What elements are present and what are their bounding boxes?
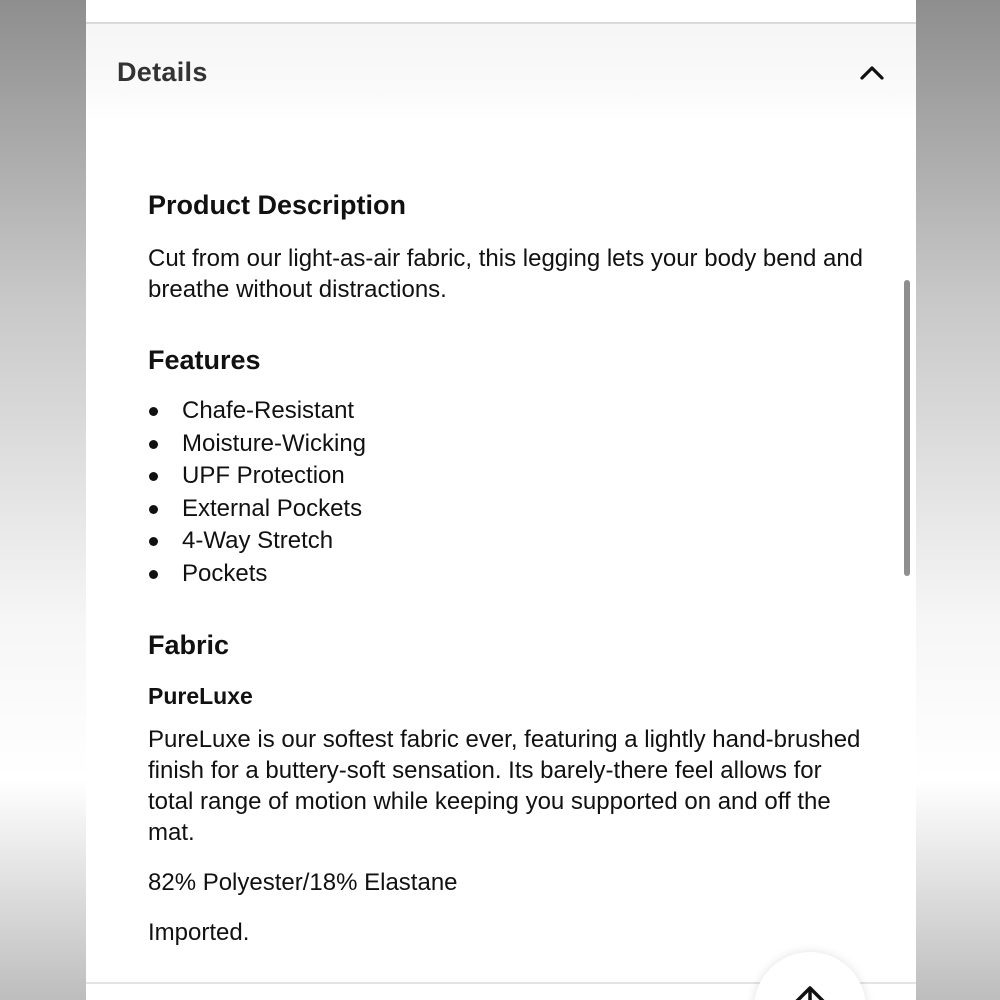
bullet-icon <box>149 570 158 579</box>
scroll-to-top-button[interactable] <box>754 952 866 1000</box>
bullet-icon <box>149 537 158 546</box>
feature-label: Chafe-Resistant <box>182 397 355 424</box>
bullet-icon <box>149 440 158 449</box>
accordion-title: Details <box>117 57 208 87</box>
fabric-description: PureLuxe is our softest fabric ever, featuring a lightly hand-brushed finish for a buttery-soft sensation. Its barely-there feel allows for total range of motion while keeping you supported on and off the mat. <box>148 726 861 846</box>
feature-label: External Pockets <box>182 494 363 522</box>
feature-label: UPF Protection <box>182 462 345 489</box>
feature-item <box>148 460 868 493</box>
feature-item <box>148 558 868 591</box>
product-description-heading: Product Description <box>148 190 407 220</box>
features-heading: Features <box>148 345 261 375</box>
feature-item <box>148 395 868 428</box>
background-left <box>0 0 86 1000</box>
feature-label: Pockets <box>182 559 268 587</box>
feature-item <box>148 493 868 526</box>
product-details-panel <box>86 0 916 1000</box>
fabric-heading: Fabric <box>148 630 230 660</box>
feature-label: 4-Way Stretch <box>182 527 334 554</box>
features-list <box>148 395 868 590</box>
fabric-composition: 82% Polyester/18% Elastane <box>148 869 458 896</box>
fabric-name: PureLuxe <box>148 683 253 709</box>
arrow-up-icon <box>790 982 830 1000</box>
details-content <box>148 190 868 948</box>
feature-label: Moisture-Wicking <box>182 429 367 457</box>
feature-item <box>148 428 868 461</box>
bullet-icon <box>149 472 158 481</box>
feature-item <box>148 525 868 558</box>
bullet-icon <box>149 505 158 514</box>
background-right <box>916 0 1000 1000</box>
chevron-up-icon[interactable] <box>858 60 886 84</box>
scrollbar-thumb[interactable] <box>904 280 910 576</box>
country-of-origin: Imported. <box>148 919 250 946</box>
details-accordion-header[interactable] <box>86 24 916 120</box>
bullet-icon <box>149 407 158 416</box>
product-description-text: Cut from our light-as-air fabric, this legging lets your body bend and breathe without distractions. <box>148 245 864 303</box>
